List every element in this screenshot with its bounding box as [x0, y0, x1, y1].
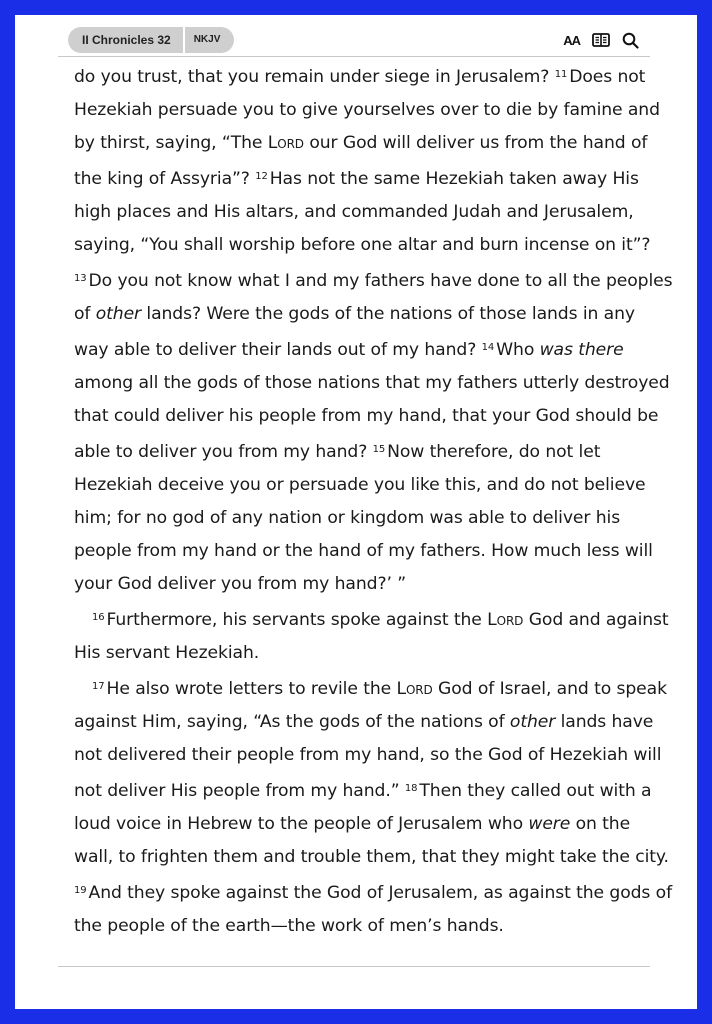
header-divider [58, 56, 650, 57]
verse-number: 12 [255, 171, 268, 182]
book-icon [592, 33, 610, 47]
font-settings-button[interactable] [563, 33, 580, 48]
verse-number: 13 [74, 273, 87, 284]
footer-divider [58, 966, 650, 967]
toolbar [563, 29, 639, 51]
font-settings-icon: AA [563, 32, 580, 48]
passage-selector [68, 27, 234, 53]
top-bar [15, 15, 697, 61]
paragraph: $^{16}$ Furthermore, his servants spoke against the Lord God and against His servant Hezekiah. [74, 610, 669, 663]
verse-number: 14 [481, 342, 495, 353]
search-button[interactable] [622, 32, 639, 49]
verse-number: 11 [554, 69, 568, 80]
verse-number: 17 [92, 681, 105, 692]
verse-number: 15 [372, 444, 386, 455]
book-chapter-button[interactable]: II Chronicles 32 [68, 27, 185, 53]
scripture-text [74, 58, 674, 943]
verse-number: 18 [404, 783, 418, 794]
verse-number: 16 [92, 612, 105, 623]
verse-number: 19 [74, 885, 87, 896]
version-button[interactable]: NKJV [193, 34, 221, 45]
parallel-view-button[interactable] [592, 33, 610, 47]
paragraph: do you trust, that you remain under siege in Jerusalem? $^{11}$ Does not Hezekiah persuade you to give yourselves over to die by famine and by thirst, saying, “The Lord our God will deliver us from the hand of the king of Assyria”? $^{12}$ Has not the same Hezekiah taken away His high places and His altars, and commanded Judah and Jerusalem, saying, “You shall worship before one altar and burn incense on it”? $^{13}$ Do you not know what I and my fathers have done to all the peoples of other lands? Were the gods of the nations of those lands in any way able to deliver their lands out of my hand? $^{14}$ Who was there among all the gods of those nations that my fathers utterly destroyed that could deliver his people from my hand, that your God should be able to deliver you from my hand? $^{15}$ Now therefore, do not let Hezekiah deceive you or persuade you like this, and do not believe him; for no god of any nation or kingdom was able to deliver his people from my hand or the hand of my fathers. How much less will your God deliver you from my hand?’ ” [74, 67, 673, 594]
reader-page [15, 15, 697, 1009]
search-icon [622, 32, 639, 49]
paragraph: $^{17}$ He also wrote letters to revile the Lord God of Israel, and to speak against Him, saying, “As the gods of the nations of other lands have not delivered their people from my hand, so the God of Hezekiah will not deliver His people from my hand.” $^{18}$ Then they called out with a loud voice in Hebrew to the people of Jerusalem who were on the wall, to frighten them and trouble them, that they might take the city. $^{19}$ And they spoke against the God of Jerusalem, as against the gods of the people of the earth—the work of men’s hands. [74, 679, 673, 936]
